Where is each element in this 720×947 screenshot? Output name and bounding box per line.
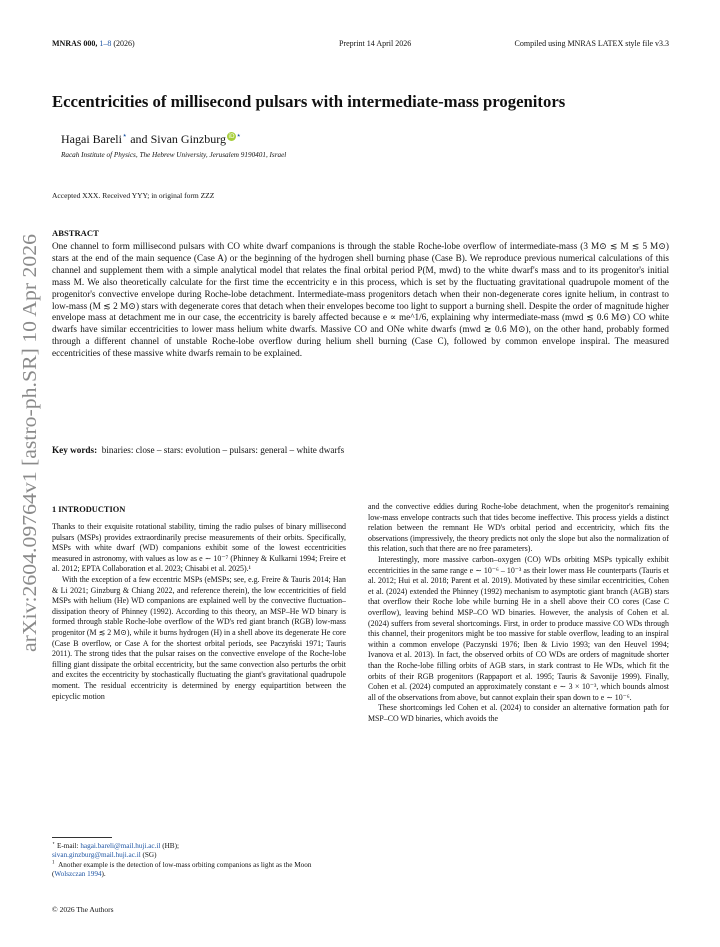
orcid-icon[interactable]: iD [228,133,235,140]
journal-ref [52,39,135,48]
footnote-rule [52,837,112,838]
intro-paragraph-3: and the convective eddies during Roche-lobe detachment, when the progenitor's remaining low-mass envelope contracts such that tides become ineffective. This process yields a distinct relation between the remnant He WD's orbital period and eccentricity, which fits the observations (impressively, the theory predicts not only the slope but also the normalization of this relation, such that there are no free parameters). [368,502,669,554]
author-ginzburg: Sivan Ginzburg [150,132,227,146]
journal-year: (2026) [113,39,135,48]
arxiv-stamp [6,232,46,654]
running-header [52,39,669,51]
paper-title: Eccentricities of millisecond pulsars with intermediate-mass progenitors [52,92,566,111]
keywords-text: binaries: close – stars: evolution – pulsars: general – white dwarfs [101,445,345,455]
journal-name: MNRAS 000, [52,39,98,48]
email-link-ginzburg[interactable]: sivan.ginzburg@mail.huji.ac.il [52,851,141,860]
intro-paragraph-2: With the exception of a few eccentric MSPs (eMSPs; see, e.g. Freire & Tauris 2014; Han & Li 2021; Ginzburg & Chiang 2022, and reference therein), the low eccentricities of field MSPs with helium (He) WD companions are explained well by the convective fluctuation–dissipation theory of Phinney (1992). According to this theory, an MSP–He WD binary is formed through stable Roche-lobe overflow of the WD's red giant branch (RGB) low-mass progenitor (M ≲ 2 M⊙), while it burns hydrogen (H) in a shell above its degenerate He core (Case B overflow, or Case A for the shortest orbital periods, see Paczyński 1971; Tauris 2011). The strong tides that the pulsar raises on the convective envelope of the Roche-lobe filling giant dissipate the orbital eccentricity, but the same convection also perturbs the orbit and excites the eccentricity by stochastically fluctuating the giant's gravitational quadrupole moment. The residual eccentricity is determined by energy equipartition between the epicyclic motion [52,574,346,701]
email-link-bareli[interactable]: hagai.bareli@mail.huji.ac.il [80,842,161,850]
footnote-star-mark: ⋆ [52,841,56,847]
footnote-1-end: ). [101,870,106,879]
column-left [52,522,346,702]
footnotes [52,842,346,880]
intro-paragraph-5: These shortcomings led Cohen et al. (2024) to consider an alternative formation path for MSP–CO WD binaries, which avoids the [368,703,669,723]
keywords [52,445,344,455]
received-dates: Accepted XXX. Received YYY; in original form ZZZ [52,191,215,200]
email-label: E-mail: [56,842,79,850]
copyright: © 2026 The Authors [52,905,114,914]
footnote-1 [52,861,346,880]
abstract-text: One channel to form millisecond pulsars with CO white dwarf companions is through the stable Roche-lobe overflow of intermediate-mass (3 M⊙ ≲ M ≲ 5 M⊙) stars at the end of the main sequence (Case A) or the beginning of the hydrogen shell burning phase (Case B). We reproduce previous numerical calculations of this channel and supplement them with a simple analytical model that relates the final orbital period P(M, mwd) to the white dwarf's mass and to its progenitor's initial mass M. We also theoretically calculate for the first time the eccentricity e in this process, which is set by the fluctuating gravitational quadrupole moment of the progenitor's convective envelope during Roche-lobe detachment. Intermediate-mass progenitors detach when their non-degenerate cores ignite helium, in contrast to low-mass (M ≲ 2 M⊙) stars with degenerate cores that detach when their envelopes become too light to support a burning shell. Despite the order of magnitude higher envelope mass at detachment me in our case, the eccentricity is barely affected because e ∝ me^1/6, explaining why intermediate-mass (mwd ≲ 0.6 M⊙) CO white dwarfs have similar eccentricities to lower mass helium white dwarfs. Massive CO and ONe white dwarfs (mwd ≳ 0.6 M⊙), on the other hand, probably formed through a different channel of unstable Roche-lobe overflow during helium shell burning (Case C), followed by common envelope inspiral. The measured eccentricities of these massive white dwarfs remain to be explained. [52,241,669,359]
email2-tag: (SG) [142,851,157,860]
email1-tag: (HB); [162,842,179,850]
footnote-1-citation[interactable]: Wolszczan 1994 [54,870,102,879]
author1-footnote-mark[interactable]: ⋆ [121,131,128,140]
column-right [368,502,669,724]
footnote-email [52,842,346,861]
author-bareli: Hagai Bareli [61,132,122,146]
author-separator: and [127,132,151,146]
intro-paragraph-1: Thanks to their exquisite rotational stability, timing the radio pulses of binary millisecond pulsars (MSPs) provides extraordinarily precise measurements of their orbits. Specifically, MSPs with white dwarf (WD) companions exhibit some of the lowest eccentricities measured in astronomy, with values as low as e ∼ 10⁻⁷ (Phinney & Kulkarni 1994; Freire et al. 2012; EPTA Collaboration et al. 2023; Chisabi et al. 2025).¹ [52,522,346,574]
intro-paragraph-4: Interestingly, more massive carbon–oxygen (CO) WDs orbiting MSPs typically exhibit eccentricities in the same range e ∼ 10⁻⁶ – 10⁻³ as their lower mass He counterparts (Tauris et al. 2012; Hui et al. 2018; Parent et al. 2019). Motivated by these similar eccentricities, Cohen et al. (2024) extended the Phinney (1992) mechanism to asymptotic giant branch (AGB) stars that overflow their Roche lobe while burning He in a shell above their CO cores (Case C overflow), leaving behind MSP–CO WD binaries. However, the analysis of Cohen et al. (2024) suffers from several shortcomings. First, in order to produce massive CO WDs through this channel, their progenitors might be too massive for stable overflow, leading to an inspiral within a common envelope (Paczynski 1976; Iben & Livio 1993; van den Heuvel 1994; Ivanova et al. 2013). In fact, the observed orbits of CO WDs are orders of magnitude shorter than the Roche-lobe filling orbits of AGB stars, in stark contrast to He WDs, which fit the orbits of their RGB progenitors (Rappaport et al. 1995; Tauris & Savonije 1999). Finally, Cohen et al. (2024) computed an approximately constant e ∼ 3 × 10⁻³, which bounds almost all of the observations from above, but cannot explain their span down to e ∼ 10⁻⁶. [368,554,669,702]
footnote-1-text: Another example is the detection of low-mass orbiting companions as light as the Moon ( [52,860,312,879]
abstract-heading: ABSTRACT [52,228,99,238]
compiled-note: Compiled using MNRAS LATEX style file v3.3 [514,39,669,48]
pages-link[interactable]: 1–8 [99,39,112,48]
section-heading-introduction: 1 INTRODUCTION [52,505,126,514]
preprint-date: Preprint 14 April 2026 [339,39,412,48]
arxiv-stamp-text: arXiv:2604.09764v1 [astro-ph.SR] 10 Apr 2026 [19,257,41,652]
keywords-label: Key words: [52,445,98,455]
author2-footnote-mark[interactable]: ⋆ [236,131,242,140]
affiliation: Racah Institute of Physics, The Hebrew University, Jerusalem 9190401, Israel [61,151,287,159]
footnote-1-mark: 1 [52,860,55,866]
author-list [61,132,241,147]
